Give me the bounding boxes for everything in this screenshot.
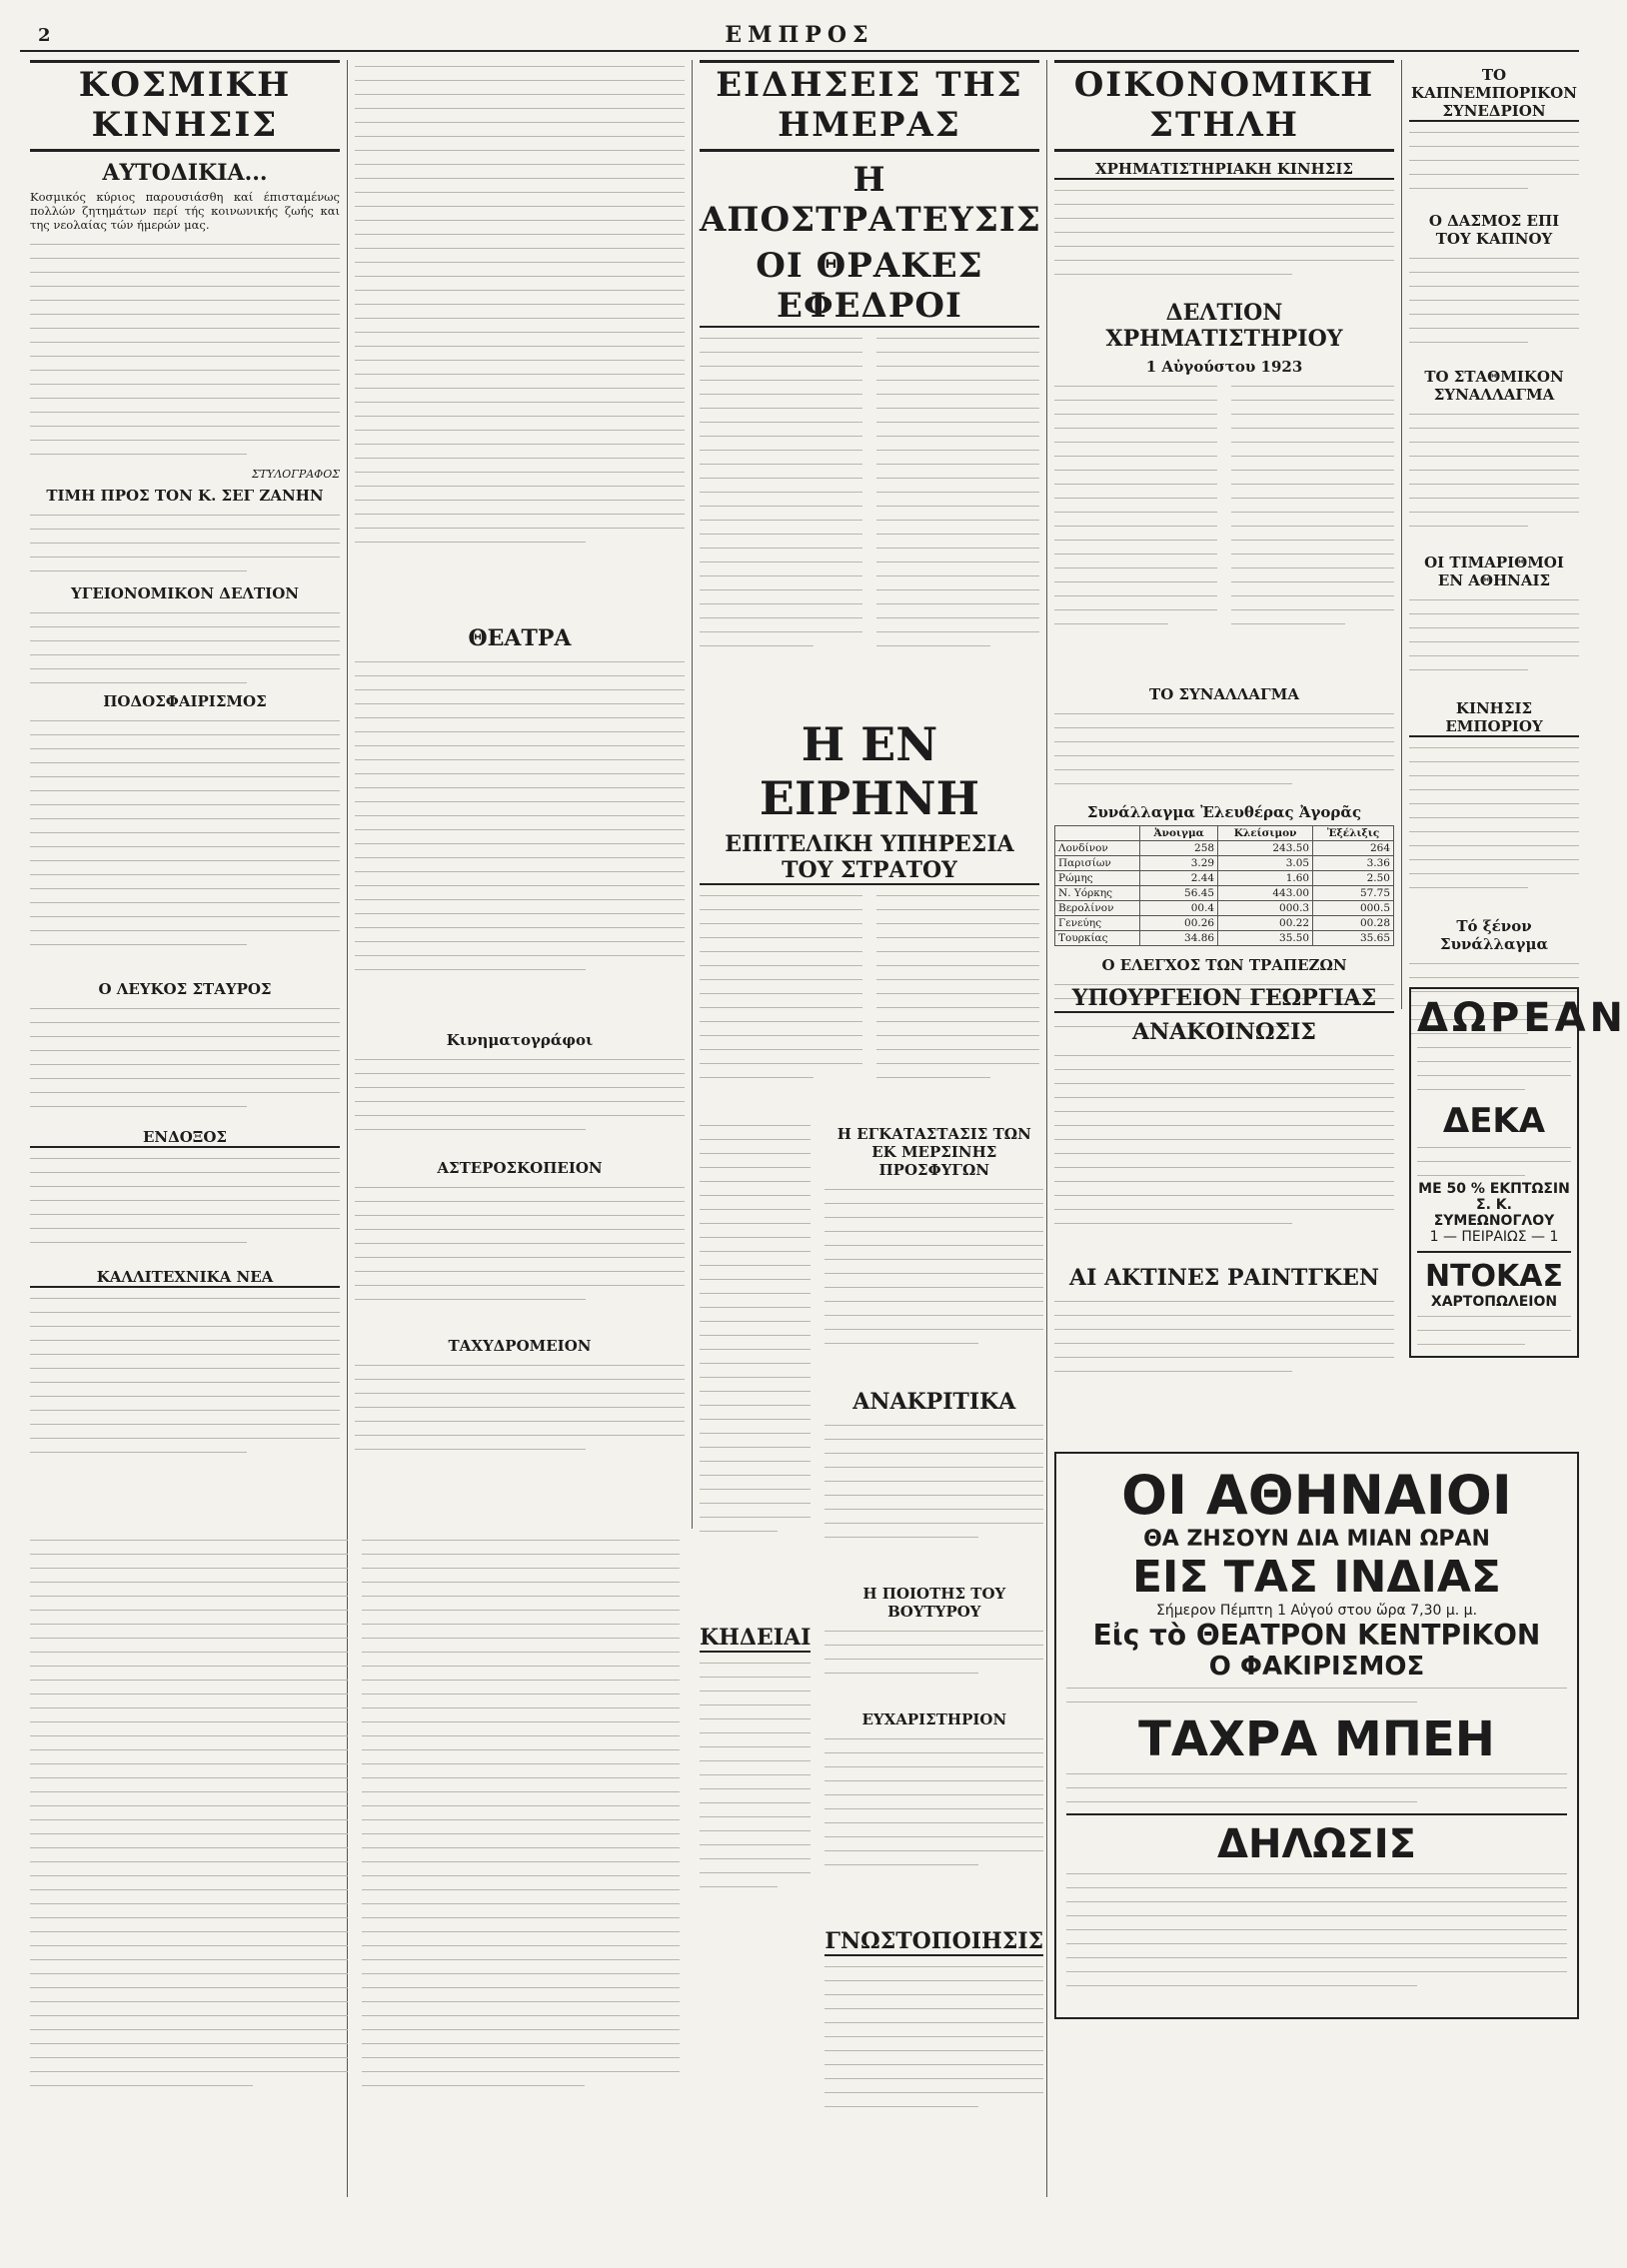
paper-name: ΕΜΠΡΟΣ <box>725 22 874 48</box>
article-heading: Ο ΛΕΥΚΟΣ ΣΤΑΥΡΟΣ <box>98 980 272 998</box>
article-text: Κοσμικός κύριος παρουσιάσθη καί έπισταμένως πολλών ζητημάτων περί τής κοινωνικής ζωής και της νεολαίας τών ήμερών μας. <box>30 190 340 232</box>
table-row: Παρισίων 3.29 3.05 3.36 <box>1055 856 1394 871</box>
column-economic <box>1054 60 1394 979</box>
ad-discount: ΜΕ 50 % ΕΚΠΤΩΣΙΝ <box>1418 1181 1570 1197</box>
table-row: Ν. Υόρκης 56.45 443.00 57.75 <box>1055 886 1394 901</box>
article-subheading: ΑΝΑΚΟΙΝΩΣΙΣ <box>1132 1019 1316 1045</box>
article-heading: ΕΥΧΑΡΙΣΤΗΡΙΟΝ <box>861 1710 1007 1728</box>
article-heading: ΑΙ ΑΚΤΙΝΕΣ ΡΑΙΝΤΓΚΕΝ <box>1069 1265 1379 1291</box>
ad-athinaioi <box>1054 1444 1579 2163</box>
article-heading: ΚΙΝΗΣΙΣ ΕΜΠΟΡΙΟΥ <box>1409 699 1579 737</box>
article-heading: ΓΝΩΣΤΟΠΟΙΗΣΙΣ <box>824 1928 1044 1954</box>
table-header: Ἐξέλιξις <box>1313 826 1394 841</box>
table-header <box>1055 826 1140 841</box>
ad-title: ΔΗΛΩΣΙΣ <box>1217 1821 1416 1867</box>
article-heading: ΤΟ ΣΤΑΘΜΙΚΟΝ ΣΥΝΑΛΛΑΓΜΑ <box>1424 368 1564 404</box>
ad-title: ΕΙΣ ΤΑΣ ΙΝΔΙΑΣ <box>1132 1552 1501 1603</box>
article-heading: ΚΗΔΕΙΑΙ <box>700 1625 812 1651</box>
ad-dorean <box>1409 979 1627 1429</box>
bottom-article <box>30 1534 680 2193</box>
article-heading: ΥΠΟΥΡΓΕΙΟΝ ΓΕΩΡΓΙΑΣ <box>1054 985 1394 1013</box>
article-heading: ΘΕΑΤΡΑ <box>468 625 572 651</box>
column-news-of-day <box>700 60 1044 2197</box>
article-heading: Η ΕΝ ΕΙΡΗΝΗ <box>759 717 980 825</box>
article-heading: ΤΑΧΥΔΡΟΜΕΙΟΝ <box>448 1337 592 1355</box>
article-heading: ΧΡΗΜΑΤΙΣΤΗΡΙΑΚΗ ΚΙΝΗΣΙΣ <box>1054 160 1394 180</box>
table-header: Ἀνοιγμα <box>1140 826 1218 841</box>
section-title: ΟΙΚΟΝΟΜΙΚΗ ΣΤΗΛΗ <box>1054 60 1394 152</box>
table-header: Κλείσιμον <box>1218 826 1313 841</box>
ad-company: Σ. Κ. ΣΥΜΕΩΝΟΓΛΟΥ <box>1433 1197 1555 1229</box>
article-heading: Η ΑΠΟΣΤΡΑΤΕΥΣΙΣ <box>700 160 1041 240</box>
ad-title: ΔΕΚΑ <box>1442 1101 1546 1141</box>
ad-title: ΝΤΟΚΑΣ <box>1424 1259 1564 1294</box>
ad-title: ΤΑΧΡΑ ΜΠΕΗ <box>1138 1711 1495 1767</box>
table-row: Τουρκίας 34.86 35.50 35.65 <box>1055 931 1394 946</box>
article-heading: ΚΑΛΛΙΤΕΧΝΙΚΑ ΝΕΑ <box>30 1268 340 1288</box>
rates-title: Συνάλλαγμα Ἐλευθέρας Ἀγορᾶς <box>1086 803 1362 821</box>
section-title: ΕΙΔΗΣΕΙΣ ΤΗΣ ΗΜΕΡΑΣ <box>700 60 1039 152</box>
article-heading: ΑΣΤΕΡΟΣΚΟΠΕΙΟΝ <box>437 1159 603 1177</box>
bulletin-date: 1 Αὐγούστου 1923 <box>1145 358 1303 376</box>
table-row: Λονδίνον 258 243.50 264 <box>1055 841 1394 856</box>
ad-venue: Εἰς τὸ ΘΕΑΤΡΟΝ ΚΕΝΤΡΙΚΟΝ <box>1092 1619 1541 1652</box>
article-heading: ΥΓΕΙΟΝΟΜΙΚΟΝ ΔΕΛΤΙΟΝ <box>71 584 299 602</box>
exchange-rates-table <box>1054 825 1394 946</box>
article-heading: ΕΝΔΟΞΟΣ <box>30 1128 340 1148</box>
column-divider <box>1046 60 1047 2197</box>
article-heading: ΤΟ ΣΥΝΑΛΛΑΓΜΑ <box>1149 685 1299 703</box>
column-divider <box>1401 60 1402 1009</box>
article-heading: ΑΝΑΚΡΙΤΙΚΑ <box>852 1389 1016 1415</box>
ad-subtitle: Ο ΦΑΚΙΡΙΣΜΟΣ <box>1208 1652 1425 1682</box>
ad-showtime: Σήμερον Πέμπτη 1 Αὐγού στου ὥρα 7,30 μ. μ. <box>1155 1603 1478 1619</box>
ad-subtitle: ΧΑΡΤΟΠΩΛΕΙΟΝ <box>1430 1294 1558 1310</box>
article-subheading: ΕΠΙΤΕΛΙΚΗ ΥΠΗΡΕΣΙΑ ΤΟΥ ΣΤΡΑΤΟΥ <box>700 831 1039 885</box>
newspaper-page <box>20 20 1627 2197</box>
ad-title: ΔΩΡΕΑΝ <box>1417 995 1627 1041</box>
table-row: Βερολίνον 00.4 000.3 000.5 <box>1055 901 1394 916</box>
column-theatres <box>355 60 685 1529</box>
column-divider <box>692 60 693 1529</box>
table-row: Γενεύης 00.26 00.22 00.28 <box>1055 916 1394 931</box>
article-heading: ΟΙ ΤΙΜΑΡΙΘΜΟΙ ΕΝ ΑΘΗΝΑΙΣ <box>1424 554 1564 589</box>
article-heading: Ο ΕΛΕΓΧΟΣ ΤΩΝ ΤΡΑΠΕΖΩΝ <box>1101 956 1347 974</box>
ad-subtitle: ΘΑ ΖΗΣΟΥΝ ΔΙΑ ΜΙΑΝ ΩΡΑΝ <box>1143 1527 1490 1552</box>
ad-title: ΟΙ ΑΘΗΝΑΙΟΙ <box>1121 1464 1512 1527</box>
article-heading: Κινηματογράφοι <box>446 1031 594 1049</box>
column-commerce <box>1409 60 1579 979</box>
article-heading: ΑΥΤΟΔΙΚΙΑ... <box>102 160 268 186</box>
article-heading: Η ΕΓΚΑΤΑΣΤΑΣΙΣ ΤΩΝ ΕΚ ΜΕΡΣΙΝΗΣ ΠΡΟΣΦΥΓΩΝ <box>836 1125 1031 1179</box>
ad-address: 1 — ΠΕΙΡΑΙΩΣ — 1 <box>1429 1229 1559 1245</box>
article-heading: Η ΠΟΙΟΤΗΣ ΤΟΥ ΒΟΥΤΥΡΟΥ <box>862 1585 1006 1621</box>
ministry-notice <box>1054 979 1394 1429</box>
column-kosmiki-kinisis <box>30 60 340 1529</box>
article-heading: Τό ξένον Συνάλλαγμα <box>1440 917 1548 953</box>
article-heading: ΤΙΜΗ ΠΡΟΣ ΤΟΝ Κ. ΣΕΓ ΖΑΝΗΝ <box>46 487 324 505</box>
table-row: Ρώμης 2.44 1.60 2.50 <box>1055 871 1394 886</box>
article-signature: ΣΤΥΛΟΓΡΑΦΟΣ <box>251 468 340 481</box>
article-heading: ΤΟ ΚΑΠΝΕΜΠΟΡΙΚΟΝ ΣΥΝΕΔΡΙΟΝ <box>1409 66 1579 122</box>
article-heading: ΠΟΔΟΣΦΑΙΡΙΣΜΟΣ <box>103 692 267 710</box>
article-heading: ΔΕΛΤΙΟΝ ΧΡΗΜΑΤΙΣΤΗΡΙΟΥ <box>1105 300 1343 352</box>
masthead <box>20 20 1579 52</box>
article-heading: ΟΙ ΘΡΑΚΕΣ ΕΦΕΔΡΟΙ <box>700 246 1039 328</box>
page-number: 2 <box>38 24 51 46</box>
section-title: ΚΟΣΜΙΚΗ ΚΙΝΗΣΙΣ <box>30 60 340 152</box>
article-heading: Ο ΔΑΣΜΟΣ ΕΠΙ ΤΟΥ ΚΑΠΝΟΥ <box>1428 212 1560 248</box>
